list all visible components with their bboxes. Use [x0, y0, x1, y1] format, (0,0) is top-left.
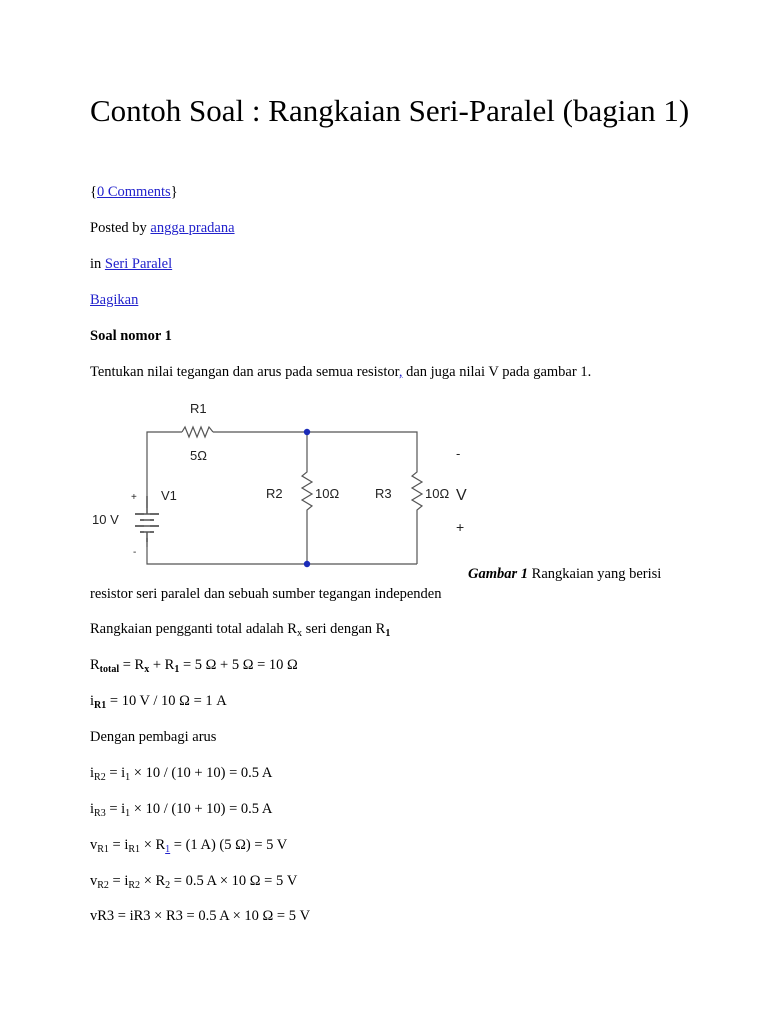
r3-value: 10Ω	[425, 486, 450, 501]
equivalent-text: Rangkaian pengganti total adalah $R_x$ seri dengan $R_1$	[90, 621, 391, 639]
vr3-equation: vR3 = iR3 × R3 = 0.5 A × 10 Ω = 5 V	[90, 908, 311, 924]
r1-label: R1	[190, 401, 207, 416]
circuit-diagram	[90, 392, 480, 572]
ir2-equation: $i_{R2} = i_1 \times 10 / (10 + 10) = 0.5$ A	[90, 765, 273, 783]
figure-caption: Gambar 1 Rangkaian yang berisi	[468, 566, 662, 582]
r3-resistor	[412, 462, 422, 564]
caption-continuation: resistor seri paralel dan sebuah sumber tegangan independen	[90, 586, 442, 602]
v1-label: V1	[161, 488, 177, 503]
v-minus: -	[456, 446, 461, 461]
page-title: Contoh Soal : Rangkaian Seri-Paralel (bagian 1)	[90, 93, 690, 128]
bottom-node	[304, 561, 310, 567]
r1-subscript-link[interactable]: 1	[165, 844, 171, 855]
comments-link[interactable]: 0 Comments	[96, 184, 171, 200]
r3-label: R3	[375, 486, 392, 501]
vr2-equation: $v_{R2} = i_{R2} \times R_2 = 0.5$ A × 10 Ω = 5 V	[90, 873, 298, 891]
comments-line: {0 Comments}	[90, 184, 178, 200]
rtotal-equation: $R_{total} = R_x + R_1 = 5$ Ω + 5 Ω = 10 Ω	[90, 657, 298, 675]
category-link[interactable]: Seri Paralel	[104, 256, 173, 272]
share-link[interactable]: Bagikan	[90, 292, 139, 308]
v1-value: 10 V	[92, 512, 119, 527]
ir1-equation: $i_{R1} = 10$ V / 10 Ω = 1 A	[90, 693, 227, 711]
current-divider-text: Dengan pembagi arus	[90, 729, 217, 745]
top-wire	[213, 432, 417, 462]
category-line: in Seri Paralel	[90, 256, 173, 272]
top-node	[304, 429, 310, 435]
problem-heading: Soal nomor 1	[90, 328, 172, 344]
v1-plus: +	[131, 492, 137, 503]
ir3-equation: $i_{R3} = i_1 \times 10 / (10 + 10) = 0.5$ A	[90, 801, 273, 819]
share-line	[90, 291, 138, 309]
v-label: V	[456, 487, 467, 504]
v-plus: +	[456, 519, 465, 535]
bottom-wire	[147, 537, 417, 564]
r2-label: R2	[266, 486, 283, 501]
v1-minus: -	[133, 547, 137, 558]
r1-value: 5Ω	[190, 448, 207, 463]
author-link[interactable]: angga pradana	[150, 220, 235, 236]
problem-question: Tentukan nilai tegangan dan arus pada semua resistor, dan juga nilai V pada gambar 1.	[90, 364, 592, 380]
r2-value: 10Ω	[315, 486, 340, 501]
r2-resistor	[302, 432, 312, 564]
vr1-equation: $v_{R1} = i_{R1} \times R_1 = (1$ A) (5 Ω) = 5 V	[90, 837, 288, 855]
posted-by-line: Posted by angga pradana	[90, 220, 235, 236]
r1-resistor	[182, 427, 213, 437]
question-comma-link[interactable]: ,	[398, 364, 403, 380]
